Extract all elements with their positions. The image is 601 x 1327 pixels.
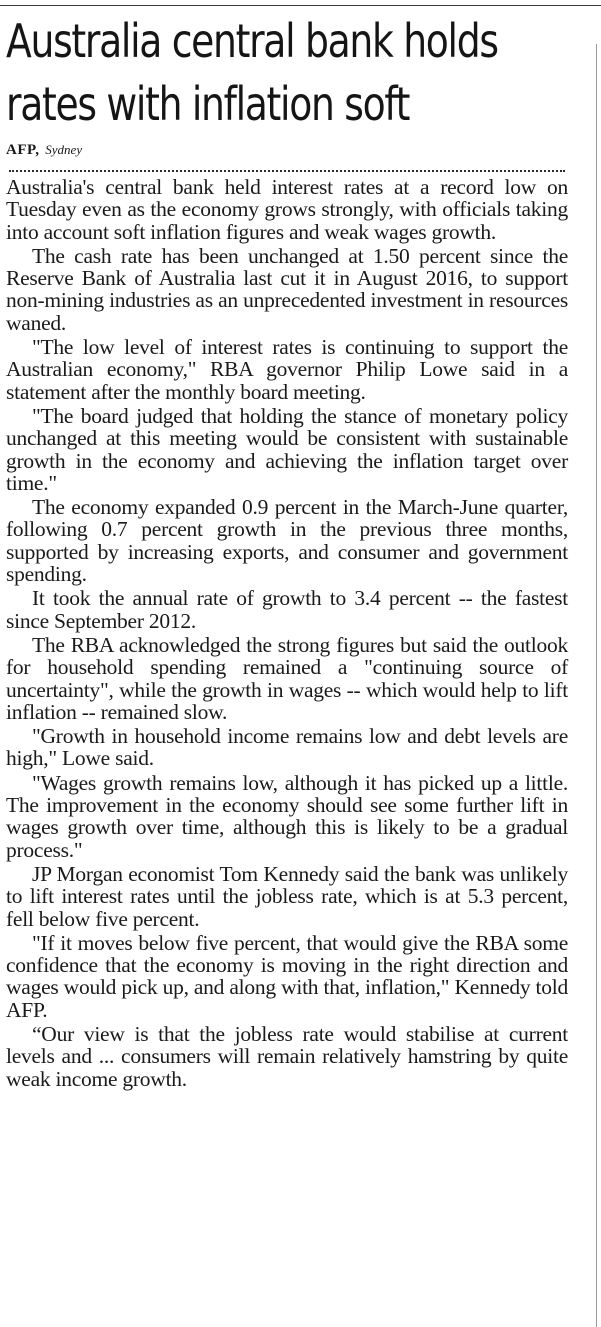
top-rule [0,5,601,6]
byline [6,140,568,160]
news-article [6,10,568,1092]
dotted-separator [9,170,565,172]
article-paragraph: "The board judged that holding the stance of monetary policy unchanged at this meeting would be consistent with sustainable growth in the economy and achieving the inflation target over time." [6,403,568,495]
headline: Australia central bank holds rates with inflation soft [6,14,498,131]
article-paragraph: The RBA acknowledged the strong figures but said the outlook for household spending remained a "continuing source of uncertainty", while the growth in wages -- which would help to lift inflation -- remained slow. [6,632,568,724]
article-paragraph: It took the annual rate of growth to 3.4 percent -- the fastest since September 2012. [6,586,568,633]
article-paragraph: The cash rate has been unchanged at 1.50 percent since the Reserve Bank of Australia last cut it in August 2016, to support non-mining industries as an unprecedented investment in resources waned. [6,243,568,335]
article-paragraph: “Our view is that the jobless rate would stabilise at current levels and ... consumers will remain relatively hamstring by quite weak income growth. [6,1021,568,1091]
article-paragraph: "Wages growth remains low, although it has picked up a little. The improvement in the economy should see some further lift in wages growth over time, although this is likely to be a gradual process." [6,770,568,862]
article-body [6,176,568,1090]
article-paragraph: Australia's central bank held interest rates at a record low on Tuesday even as the economy grows strongly, with officials taking into account soft inflation figures and weak wages growth. [6,175,568,244]
byline-agency: AFP, [6,142,40,158]
column-divider [596,44,597,1327]
article-paragraph: JP Morgan economist Tom Kennedy said the bank was unlikely to lift interest rates until the jobless rate, which is at 5.3 percent, fell below five percent. [6,861,568,931]
byline-city: Sydney [45,142,83,157]
article-paragraph: "If it moves below five percent, that would give the RBA some confidence that the economy is moving in the right direction and wages would pick up, and along with that, inflation," Kennedy told AFP. [6,930,568,1022]
article-paragraph: "Growth in household income remains low and debt levels are high," Lowe said. [6,724,568,771]
article-paragraph: The economy expanded 0.9 percent in the March-June quarter, following 0.7 percent growth in the previous three months, supported by increasing exports, and consumer and government spending. [6,495,568,587]
article-paragraph: "The low level of interest rates is continuing to support the Australian economy," RBA governor Philip Lowe said in a statement after the monthly board meeting. [6,335,568,404]
